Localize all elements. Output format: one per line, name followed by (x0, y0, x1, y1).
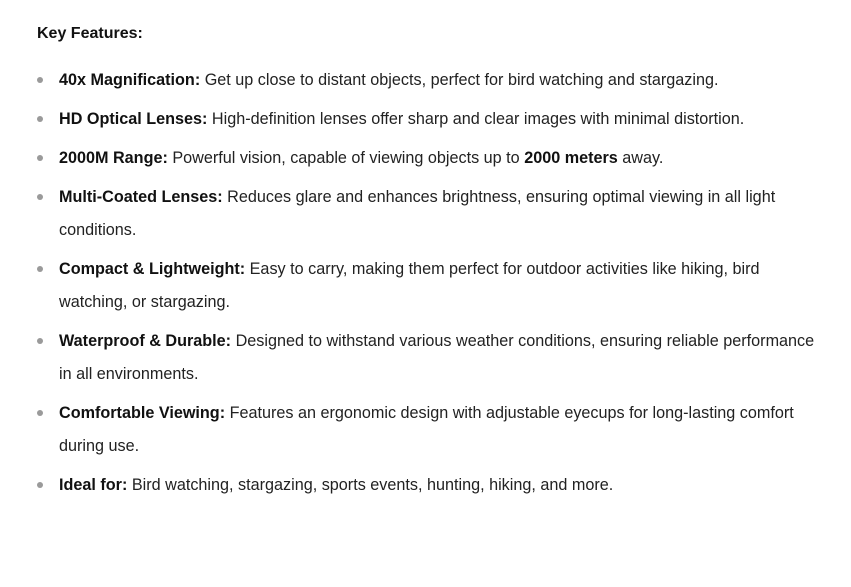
feature-item-compact (37, 253, 827, 319)
feature-item-comfortable (37, 397, 827, 463)
feature-description: Easy to carry, making them perfect for outdoor activities like hiking, bird watching, or stargazing. (59, 260, 760, 311)
bullet-icon (37, 482, 43, 488)
feature-term: HD Optical Lenses: (59, 110, 208, 128)
feature-emphasis: 2000 meters (524, 149, 618, 167)
bullet-icon (37, 155, 43, 161)
feature-item-hd-lenses (37, 103, 827, 136)
feature-description-end: away. (617, 149, 664, 167)
feature-item-range (37, 142, 827, 175)
feature-term: Compact & Lightweight: (59, 260, 246, 278)
bullet-icon (37, 194, 43, 200)
feature-term: Multi-Coated Lenses: (59, 188, 223, 206)
feature-term: Waterproof & Durable: (59, 332, 232, 350)
feature-term: Ideal for: (59, 476, 128, 494)
feature-description: High-definition lenses offer sharp and clear images with minimal distortion. (207, 110, 745, 128)
feature-item-ideal-for (37, 469, 827, 502)
feature-description: Features an ergonomic design with adjustable eyecups for long-lasting comfort during use. (59, 404, 794, 455)
bullet-icon (37, 77, 43, 83)
feature-item-multi-coated (37, 181, 827, 247)
bullet-icon (37, 116, 43, 122)
feature-description: Get up close to distant objects, perfect for bird watching and stargazing. (200, 71, 719, 89)
feature-item-magnification (37, 64, 827, 97)
feature-list (37, 64, 827, 502)
feature-term: 40x Magnification: (59, 71, 201, 89)
feature-term: Comfortable Viewing: (59, 404, 226, 422)
feature-item-waterproof (37, 325, 827, 391)
feature-term: 2000M Range: (59, 149, 168, 167)
feature-description: Powerful vision, capable of viewing objects up to (167, 149, 525, 167)
bullet-icon (37, 338, 43, 344)
bullet-icon (37, 266, 43, 272)
feature-description: Bird watching, stargazing, sports events, hunting, hiking, and more. (127, 476, 614, 494)
bullet-icon (37, 410, 43, 416)
feature-description: Reduces glare and enhances brightness, ensuring optimal viewing in all light conditions. (59, 188, 776, 239)
key-features-heading: Key Features: (37, 25, 143, 42)
feature-description: Designed to withstand various weather conditions, ensuring reliable performance in all environments. (59, 332, 815, 383)
